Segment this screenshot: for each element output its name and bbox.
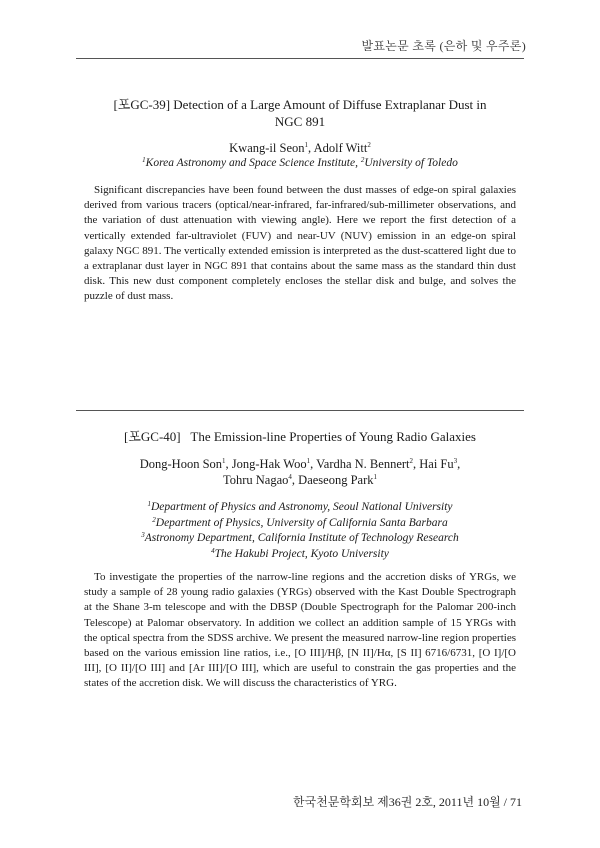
author-name: Tohru Nagao — [222, 473, 289, 487]
affiliation-sup: 4 — [211, 546, 215, 555]
abstract-body-gc40: To investigate the properties of the narrow-line regions and the accretion disks of YRGs, we study a sample of 28 young radio galaxies (YRGs) observed with the Kast Double Spectrograph at the Shane 3-m telescope and with the DBSP (Double Spectrograph for the Palomar 200-inch Telescope) at Palomar observatory. In addition we collect an addition sample of 15 YRGs with the optical spectra from the SDSS archive. We present the measured narrow-line region properties based on the various emission line ratios, i.e., [O III]/Hβ, [N II]/Hα, [S II] 6716/6731, [O I]/[O III], [O II]/[O III] and [Ar III]/[O III], which are useful to constrain the gas properties and the states of the accretion disk. We will discuss the characteristics of YRG. — [84, 571, 516, 690]
page-footer: 한국천문학회보 제36권 2호, 2011년 10월 / 71 — [293, 795, 522, 809]
affiliation-item — [76, 547, 524, 563]
author-sup: 1 — [373, 473, 377, 481]
affiliation-item — [76, 531, 524, 547]
affiliation-item — [76, 516, 524, 532]
header-divider — [76, 58, 524, 59]
abstract-title-line1: Detection of a Large Amount of Diffuse Extraplanar Dust in — [173, 97, 487, 112]
author-sup: 1 — [306, 457, 311, 465]
abstract-title: The Emission-line Properties of Young Radio Galaxies — [190, 429, 476, 444]
affiliation-text: Department of Physics, University of California Santa Barbara — [155, 516, 448, 529]
author-sup: 1 — [304, 141, 308, 149]
section-divider — [76, 410, 524, 411]
affiliation-text: Department of Physics and Astronomy, Seoul National University — [150, 501, 453, 513]
affiliation-text: Korea Astronomy and Space Science Institute, — [145, 157, 361, 169]
running-header: 발표논문 초록 (은하 및 우주론) — [361, 39, 526, 53]
affiliation-line-gc39 — [76, 156, 524, 172]
author-list-gc40: Dong-Hoon Son$^1$, Jong-Hak Woo$^1$, Vardha N. Bennert$^2$, Hai Fu$^3$, Tohru Nagao$^4$, Daeseong Park$^1$ — [139, 457, 461, 487]
affiliation-list-gc40 — [76, 500, 524, 562]
affiliation-sup: 1 — [147, 500, 151, 508]
author-sup: 2 — [367, 141, 371, 149]
affiliation-sup: 1 — [142, 156, 146, 164]
author-name: Adolf Witt — [313, 141, 368, 155]
abstract-title-gc40 — [76, 428, 524, 445]
author-sup: 1 — [222, 457, 226, 465]
abstract-code: [포GC-40] — [124, 429, 181, 444]
author-name: Jong-Hak Woo — [231, 457, 307, 471]
author-name: Vardha N. Bennert — [316, 457, 410, 471]
author-name: Daeseong Park — [298, 473, 374, 487]
author-sup: 4 — [288, 473, 292, 481]
abstract-code: [포GC-39] — [113, 97, 171, 112]
affiliation-sup: 2 — [152, 515, 156, 524]
abstract-body-gc39: Significant discrepancies have been found between the dust masses of edge-on spiral galaxies derived from various tracers (optical/near-infrared, far-infrared/sub-millimeter observations, and the variation of dust attenuation with viewing angle). Here we report the first detection of a vertically extended far-ultraviolet (FUV) and near-UV (NUV) emission in an edge-on spiral galaxy NGC 891. The vertically extended emission is interpreted as the dust-scattered light due to a extraplanar dust layer in NGC 891 that contains about the same mass as the standard thin dust disk. This new dust component completely encloses the stellar disk and bulge, and solves the puzzle of dust mass. — [84, 184, 516, 303]
abstract-title-gc39 — [76, 96, 524, 130]
author-name: Dong-Hoon Son — [139, 457, 223, 471]
affiliation-sup: 3 — [141, 531, 145, 539]
affiliation-item — [76, 500, 524, 516]
author-list-gc39: Kwang-il Seon$^1$, Adolf Witt$^2$ — [229, 141, 371, 155]
affiliation-sup: 2 — [360, 156, 365, 164]
abstract-title-line2: NGC 891 — [274, 114, 326, 129]
author-name: Hai Fu — [419, 457, 454, 471]
affiliation-text: University of Toledo — [364, 157, 458, 169]
author-name: Kwang-il Seon — [229, 141, 305, 155]
author-sup: 2 — [409, 457, 413, 465]
affiliation-text: The Hakubi Project, Kyoto University — [214, 547, 389, 560]
author-sup: 3 — [453, 457, 458, 465]
affiliation-text: Astronomy Department, California Institute of Technology Research — [144, 532, 459, 544]
